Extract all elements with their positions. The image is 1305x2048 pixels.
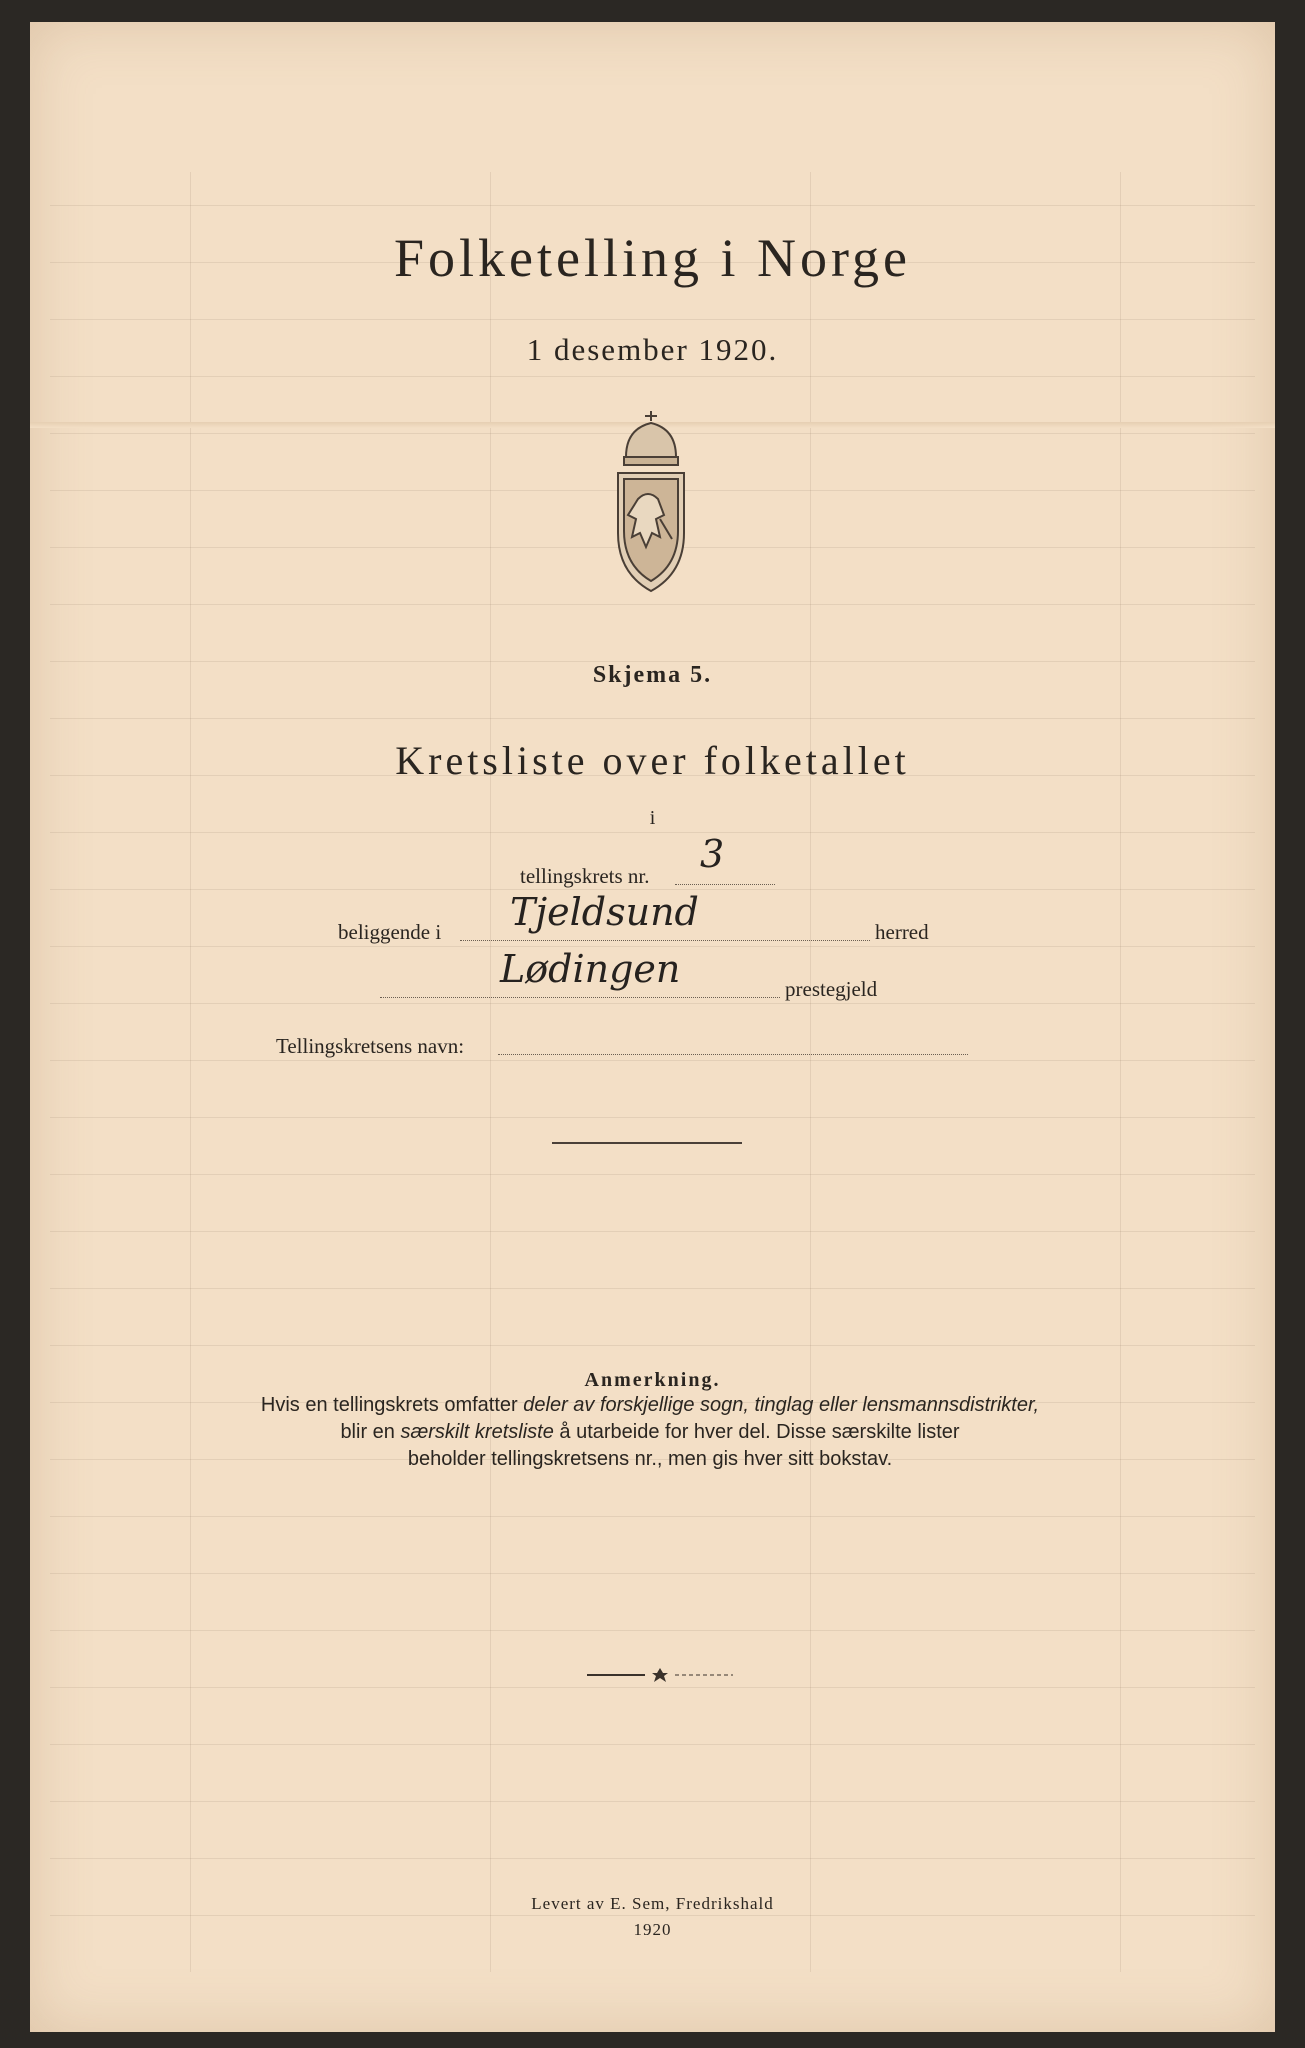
note-line-2-emphasis: særskilt kretsliste bbox=[400, 1421, 554, 1443]
parish-line bbox=[380, 997, 780, 998]
census-date: 1 desember 1920. bbox=[526, 332, 779, 367]
district-name-label: Tellingskretsens navn: bbox=[276, 1034, 465, 1058]
district-name-line bbox=[498, 1054, 968, 1055]
bleed-through-column bbox=[490, 172, 491, 1972]
located-line bbox=[460, 940, 870, 941]
note-line-2-text: blir en bbox=[340, 1421, 401, 1443]
bleed-through-column bbox=[1120, 172, 1121, 1972]
parish-label: prestegjeld bbox=[785, 977, 878, 1001]
census-form-page bbox=[30, 22, 1275, 2032]
ornament-divider-icon bbox=[585, 1665, 735, 1685]
district-number-line bbox=[675, 884, 775, 885]
note-line-1-text: Hvis en tellingskrets omfatter bbox=[260, 1394, 524, 1416]
herred-label: herred bbox=[875, 920, 929, 944]
page-title: Folketelling i Norge bbox=[394, 228, 911, 288]
coat-of-arms-icon bbox=[600, 407, 702, 597]
district-number-label: tellingskrets nr. bbox=[520, 864, 650, 888]
note-line-1 bbox=[225, 1392, 1075, 1419]
form-heading: Kretsliste over folketallet bbox=[395, 738, 910, 783]
divider-rule bbox=[552, 1142, 742, 1144]
located-value: Tjeldsund bbox=[510, 890, 699, 934]
note-line-2-rest: å utarbeide for hver del. Disse særskilte lister bbox=[553, 1421, 960, 1443]
district-number-value: 3 bbox=[700, 832, 725, 876]
bleed-through-column bbox=[810, 172, 811, 1972]
note-line-3: beholder tellingskretsens nr., men gis hver sitt bokstav. bbox=[407, 1448, 893, 1470]
printer-credit: Levert av E. Sem, Fredrikshald bbox=[531, 1894, 774, 1913]
parish-value: Lødingen bbox=[500, 947, 681, 991]
located-label: beliggende i bbox=[338, 920, 442, 944]
note-line-2 bbox=[225, 1419, 1075, 1446]
connector-word: i bbox=[649, 807, 656, 829]
bleed-through-column bbox=[190, 172, 191, 1972]
note-line-1-emphasis: deler av forskjellige sogn, tinglag eller lensmannsdistrikter, bbox=[523, 1394, 1040, 1416]
printer-year: 1920 bbox=[633, 1920, 672, 1939]
note-text bbox=[225, 1392, 1075, 1473]
schema-number: Skjema 5. bbox=[592, 662, 713, 688]
note-heading: Anmerkning. bbox=[584, 1369, 721, 1391]
